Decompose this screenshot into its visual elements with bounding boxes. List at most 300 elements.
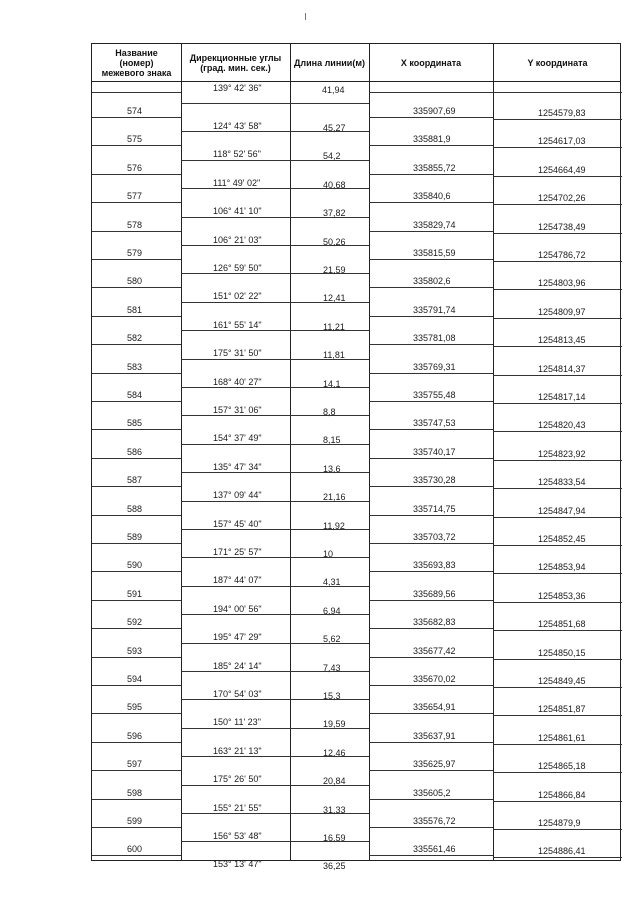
direction-angle: 155° 21' 55" — [213, 803, 262, 813]
row-divider — [493, 431, 622, 432]
table-row — [92, 672, 620, 700]
y-coordinate: 1254702,26 — [538, 193, 586, 203]
line-length: 12,41 — [323, 293, 346, 303]
y-coordinate: 1254850,15 — [538, 648, 586, 658]
row-divider — [181, 614, 290, 615]
x-coordinate: 335670,02 — [413, 674, 456, 684]
line-length: 8,8 — [323, 407, 336, 417]
y-coordinate: 1254879,9 — [538, 818, 581, 828]
table-row — [92, 331, 620, 359]
row-divider — [369, 571, 493, 572]
row-divider — [493, 460, 622, 461]
header-x-coordinate: X координата — [400, 57, 462, 68]
row-divider — [369, 713, 493, 714]
row-divider — [92, 259, 181, 260]
x-coordinate: 335693,83 — [413, 560, 456, 570]
x-coordinate: 335703,72 — [413, 532, 456, 542]
table-row — [92, 700, 620, 728]
y-coordinate: 1254664,49 — [538, 165, 586, 175]
point-number: 578 — [127, 220, 143, 230]
x-coordinate: 335677,42 — [413, 646, 456, 656]
y-coordinate: 1254579,83 — [538, 108, 586, 118]
row-divider — [369, 92, 493, 93]
x-coordinate: 335881,9 — [413, 134, 451, 144]
row-divider — [181, 756, 290, 757]
point-number: 596 — [127, 731, 143, 741]
row-divider — [92, 628, 181, 629]
row-divider — [290, 472, 369, 473]
row-divider — [493, 687, 622, 688]
line-length: 11,81 — [323, 350, 345, 360]
y-coordinate: 1254833,54 — [538, 477, 586, 487]
line-length: 37,82 — [323, 208, 346, 218]
row-divider — [181, 188, 290, 189]
row-divider — [181, 728, 290, 729]
row-divider — [92, 429, 181, 430]
x-coordinate: 335561,46 — [413, 844, 456, 854]
table-row — [92, 246, 620, 274]
boundary-coordinates-table — [91, 43, 621, 871]
row-divider — [493, 659, 622, 660]
row-divider — [290, 387, 369, 388]
row-divider — [290, 160, 369, 161]
row-divider — [369, 316, 493, 317]
row-divider — [369, 174, 493, 175]
row-divider — [92, 92, 181, 93]
row-divider — [493, 573, 622, 574]
row-divider — [92, 713, 181, 714]
line-length: 54,2 — [323, 151, 341, 161]
point-number: 599 — [127, 816, 143, 826]
row-divider — [493, 630, 622, 631]
table-row — [92, 530, 620, 558]
direction-angle: 150° 11' 23" — [213, 717, 261, 727]
row-divider — [493, 119, 622, 120]
row-divider — [181, 643, 290, 644]
row-divider — [369, 799, 493, 800]
row-divider — [369, 117, 493, 118]
line-length: 20,84 — [323, 776, 346, 786]
row-divider — [92, 799, 181, 800]
direction-angle: 163° 21' 13" — [213, 746, 262, 756]
direction-angle: 168° 40' 27" — [213, 377, 262, 387]
table-row — [92, 303, 620, 331]
x-coordinate: 335769,31 — [413, 362, 456, 372]
row-divider — [369, 486, 493, 487]
header-y-coordinate: Y координата — [527, 57, 588, 68]
point-number: 600 — [127, 844, 143, 854]
direction-angle: 161° 55' 14" — [213, 320, 262, 330]
y-coordinate: 1254851,87 — [538, 704, 586, 714]
row-divider — [181, 359, 290, 360]
row-divider — [181, 501, 290, 502]
table-row — [92, 473, 620, 501]
row-divider — [290, 330, 369, 331]
row-divider — [493, 517, 622, 518]
direction-angle: 137° 09' 44" — [213, 490, 262, 500]
row-divider — [181, 415, 290, 416]
row-divider — [181, 273, 290, 274]
row-divider — [369, 770, 493, 771]
row-divider — [92, 145, 181, 146]
row-divider — [369, 287, 493, 288]
row-divider — [92, 827, 181, 828]
table-row — [92, 502, 620, 530]
line-length: 31,33 — [323, 805, 346, 815]
y-coordinate: 1254820,43 — [538, 420, 586, 430]
line-length: 13,6 — [323, 464, 341, 474]
row-divider — [493, 545, 622, 546]
row-divider — [369, 543, 493, 544]
point-number: 595 — [127, 702, 143, 712]
point-number: 583 — [127, 362, 143, 372]
table-row — [92, 189, 620, 217]
point-number: 574 — [127, 106, 143, 116]
row-divider — [92, 515, 181, 516]
row-divider — [493, 375, 622, 376]
direction-angle: 126° 59' 50" — [213, 263, 262, 273]
point-number: 597 — [127, 759, 143, 769]
x-coordinate: 335625,97 — [413, 759, 456, 769]
y-coordinate: 1254847,94 — [538, 506, 586, 516]
y-coordinate: 1254738,49 — [538, 222, 586, 232]
point-number: 579 — [127, 248, 143, 258]
row-divider — [92, 117, 181, 118]
direction-angle: 151° 02' 22" — [213, 291, 262, 301]
y-coordinate: 1254852,45 — [538, 534, 586, 544]
row-divider — [290, 671, 369, 672]
table-row — [92, 587, 620, 615]
x-coordinate: 335605,2 — [413, 788, 451, 798]
row-divider — [181, 103, 290, 104]
x-coordinate: 335682,83 — [413, 617, 456, 627]
row-divider — [92, 231, 181, 232]
direction-angle: 156° 53' 48" — [213, 831, 262, 841]
line-length: 21,16 — [323, 492, 346, 502]
row-divider — [369, 827, 493, 828]
direction-angle: 185° 24' 14" — [213, 661, 262, 671]
row-divider — [290, 785, 369, 786]
row-divider — [92, 373, 181, 374]
line-length: 10 — [323, 549, 334, 559]
table-row — [92, 132, 620, 160]
line-length: 16,59 — [323, 833, 346, 843]
point-number: 577 — [127, 191, 143, 201]
direction-angle: 170° 54' 03" — [213, 689, 262, 699]
header-point-name: Название (номер) межевого знака — [101, 47, 172, 78]
line-length: 41,94 — [322, 85, 345, 95]
row-divider — [181, 245, 290, 246]
direction-angle: 139° 42' 36" — [213, 83, 262, 93]
row-divider — [493, 488, 622, 489]
table-row — [92, 360, 620, 388]
table-row — [92, 274, 620, 302]
row-divider — [369, 855, 493, 856]
y-coordinate: 1254813,45 — [538, 335, 586, 345]
row-divider — [92, 685, 181, 686]
row-divider — [290, 188, 369, 189]
line-length: 19,59 — [323, 719, 346, 729]
point-number: 598 — [127, 788, 143, 798]
y-coordinate: 1254814,37 — [538, 364, 586, 374]
row-divider — [290, 103, 369, 104]
x-coordinate: 335840,6 — [413, 191, 451, 201]
point-number: 576 — [127, 163, 143, 173]
x-coordinate: 335689,56 — [413, 589, 456, 599]
direction-angle: 153° 13' 47" — [213, 859, 262, 869]
direction-angle: 195° 47' 29" — [213, 632, 262, 642]
y-coordinate: 1254851,68 — [538, 619, 586, 629]
row-divider — [493, 176, 622, 177]
table-row — [92, 416, 620, 444]
row-divider — [369, 145, 493, 146]
table-row — [92, 81, 620, 104]
row-divider — [92, 600, 181, 601]
direction-angle: 175° 26' 50" — [213, 774, 262, 784]
x-coordinate: 335576,72 — [413, 816, 456, 826]
line-length: 21,59 — [323, 265, 346, 275]
row-divider — [290, 813, 369, 814]
row-divider — [493, 715, 622, 716]
table-row — [92, 388, 620, 416]
direction-angle: 157° 31' 06" — [213, 405, 262, 415]
point-number: 587 — [127, 475, 143, 485]
y-coordinate: 1254809,97 — [538, 307, 586, 317]
row-divider — [92, 770, 181, 771]
row-divider — [369, 344, 493, 345]
line-length: 36,25 — [323, 861, 346, 871]
row-divider — [290, 529, 369, 530]
row-divider — [290, 728, 369, 729]
row-divider — [369, 429, 493, 430]
point-number: 586 — [127, 447, 143, 457]
row-divider — [369, 515, 493, 516]
row-divider — [493, 744, 622, 745]
row-divider — [493, 92, 622, 93]
point-number: 591 — [127, 589, 143, 599]
row-divider — [493, 602, 622, 603]
row-divider — [493, 233, 622, 234]
y-coordinate: 1254853,94 — [538, 562, 586, 572]
y-coordinate: 1254817,14 — [538, 392, 586, 402]
row-divider — [290, 699, 369, 700]
row-divider — [92, 657, 181, 658]
row-divider — [493, 801, 622, 802]
x-coordinate: 335802,6 — [413, 276, 451, 286]
point-number: 592 — [127, 617, 143, 627]
row-divider — [92, 742, 181, 743]
x-coordinate: 335747,53 — [413, 418, 456, 428]
row-divider — [181, 330, 290, 331]
row-divider — [92, 174, 181, 175]
row-divider — [369, 685, 493, 686]
row-divider — [493, 147, 622, 148]
point-number: 584 — [127, 390, 143, 400]
row-divider — [369, 657, 493, 658]
row-divider — [290, 359, 369, 360]
row-divider — [181, 302, 290, 303]
point-number: 585 — [127, 418, 143, 428]
x-coordinate: 335907,69 — [413, 106, 456, 116]
row-divider — [493, 289, 622, 290]
direction-angle: 171° 25' 57" — [213, 547, 262, 557]
direction-angle: 111° 49' 02" — [213, 178, 261, 188]
row-divider — [290, 614, 369, 615]
line-length: 11,92 — [323, 521, 345, 531]
line-length: 40,68 — [323, 180, 346, 190]
table-row — [92, 814, 620, 842]
row-divider — [181, 557, 290, 558]
point-number: 593 — [127, 646, 143, 656]
row-divider — [290, 245, 369, 246]
row-divider — [181, 671, 290, 672]
line-length: 4,31 — [323, 577, 341, 587]
direction-angle: 135° 47' 34" — [213, 462, 262, 472]
row-divider — [181, 813, 290, 814]
row-divider — [369, 231, 493, 232]
y-coordinate: 1254865,18 — [538, 761, 586, 771]
row-divider — [92, 287, 181, 288]
y-coordinate: 1254853,36 — [538, 591, 586, 601]
point-number: 588 — [127, 504, 143, 514]
x-coordinate: 335815,59 — [413, 248, 456, 258]
table-row — [92, 218, 620, 246]
row-divider — [290, 643, 369, 644]
row-divider — [290, 841, 369, 842]
x-coordinate: 335714,75 — [413, 504, 456, 514]
point-number: 582 — [127, 333, 143, 343]
point-number: 575 — [127, 134, 143, 144]
row-divider — [181, 699, 290, 700]
row-divider — [181, 785, 290, 786]
row-divider — [181, 586, 290, 587]
y-coordinate: 1254866,84 — [538, 790, 586, 800]
header-direction-angle: Дирекционные углы (град. мин. сек.) — [189, 52, 282, 73]
direction-angle: 106° 21' 03" — [213, 235, 262, 245]
row-divider — [92, 855, 181, 856]
row-divider — [92, 401, 181, 402]
table-row — [92, 729, 620, 757]
table-row — [92, 757, 620, 785]
row-divider — [92, 344, 181, 345]
row-divider — [493, 318, 622, 319]
row-divider — [369, 458, 493, 459]
row-divider — [493, 829, 622, 830]
row-divider — [369, 259, 493, 260]
table-row — [92, 786, 620, 814]
x-coordinate: 335781,08 — [413, 333, 456, 343]
row-divider — [369, 742, 493, 743]
row-divider — [369, 373, 493, 374]
row-divider — [181, 131, 290, 132]
scan-mark — [305, 13, 306, 20]
direction-angle: 106° 41' 10" — [213, 206, 262, 216]
line-length: 7,43 — [323, 663, 341, 673]
point-number: 580 — [127, 276, 143, 286]
table-row — [92, 644, 620, 672]
row-divider — [290, 586, 369, 587]
row-divider — [290, 217, 369, 218]
direction-angle: 187° 44' 07" — [213, 575, 262, 585]
point-number: 581 — [127, 305, 143, 315]
y-coordinate: 1254803,96 — [538, 278, 586, 288]
x-coordinate: 335829,74 — [413, 220, 456, 230]
line-length: 15,3 — [323, 691, 341, 701]
row-divider — [92, 316, 181, 317]
row-divider — [181, 841, 290, 842]
x-coordinate: 335740,17 — [413, 447, 456, 457]
direction-angle: 154° 37' 49" — [213, 433, 262, 443]
point-number: 589 — [127, 532, 143, 542]
line-length: 11,21 — [323, 322, 345, 332]
x-coordinate: 335637,91 — [413, 731, 456, 741]
row-divider — [493, 403, 622, 404]
row-divider — [493, 857, 622, 858]
line-length: 14,1 — [323, 379, 341, 389]
point-number: 590 — [127, 560, 143, 570]
table-row — [92, 161, 620, 189]
x-coordinate: 335654,91 — [413, 702, 456, 712]
y-coordinate: 1254886,41 — [538, 846, 586, 856]
table-row — [92, 615, 620, 643]
table-row — [92, 842, 620, 870]
row-divider — [290, 444, 369, 445]
row-divider — [290, 415, 369, 416]
row-divider — [181, 387, 290, 388]
direction-angle: 157° 45' 40" — [213, 519, 262, 529]
row-divider — [369, 628, 493, 629]
line-length: 50,26 — [323, 237, 346, 247]
x-coordinate: 335855,72 — [413, 163, 456, 173]
row-divider — [92, 486, 181, 487]
row-divider — [92, 458, 181, 459]
row-divider — [290, 557, 369, 558]
line-length: 6,94 — [323, 606, 341, 616]
line-length: 5,62 — [323, 634, 341, 644]
row-divider — [181, 217, 290, 218]
row-divider — [369, 600, 493, 601]
y-coordinate: 1254861,61 — [538, 733, 586, 743]
row-divider — [493, 204, 622, 205]
line-length: 12,46 — [323, 748, 346, 758]
row-divider — [181, 160, 290, 161]
table-row — [92, 104, 620, 132]
row-divider — [369, 202, 493, 203]
row-divider — [181, 444, 290, 445]
row-divider — [290, 756, 369, 757]
table-row — [92, 558, 620, 586]
direction-angle: 175° 31' 50" — [213, 348, 262, 358]
row-divider — [493, 772, 622, 773]
direction-angle: 124° 43' 58" — [213, 121, 262, 131]
row-divider — [181, 529, 290, 530]
row-divider — [92, 571, 181, 572]
row-divider — [290, 302, 369, 303]
row-divider — [290, 501, 369, 502]
direction-angle: 194° 00' 56" — [213, 604, 262, 614]
row-divider — [181, 472, 290, 473]
row-divider — [92, 202, 181, 203]
line-length: 45,27 — [323, 123, 346, 133]
line-length: 8,15 — [323, 435, 341, 445]
row-divider — [290, 131, 369, 132]
y-coordinate: 1254617,03 — [538, 136, 586, 146]
row-divider — [493, 261, 622, 262]
header-line-length: Длина линии(м) — [293, 57, 365, 68]
row-divider — [290, 273, 369, 274]
row-divider — [493, 346, 622, 347]
direction-angle: 118° 52' 56" — [213, 149, 261, 159]
